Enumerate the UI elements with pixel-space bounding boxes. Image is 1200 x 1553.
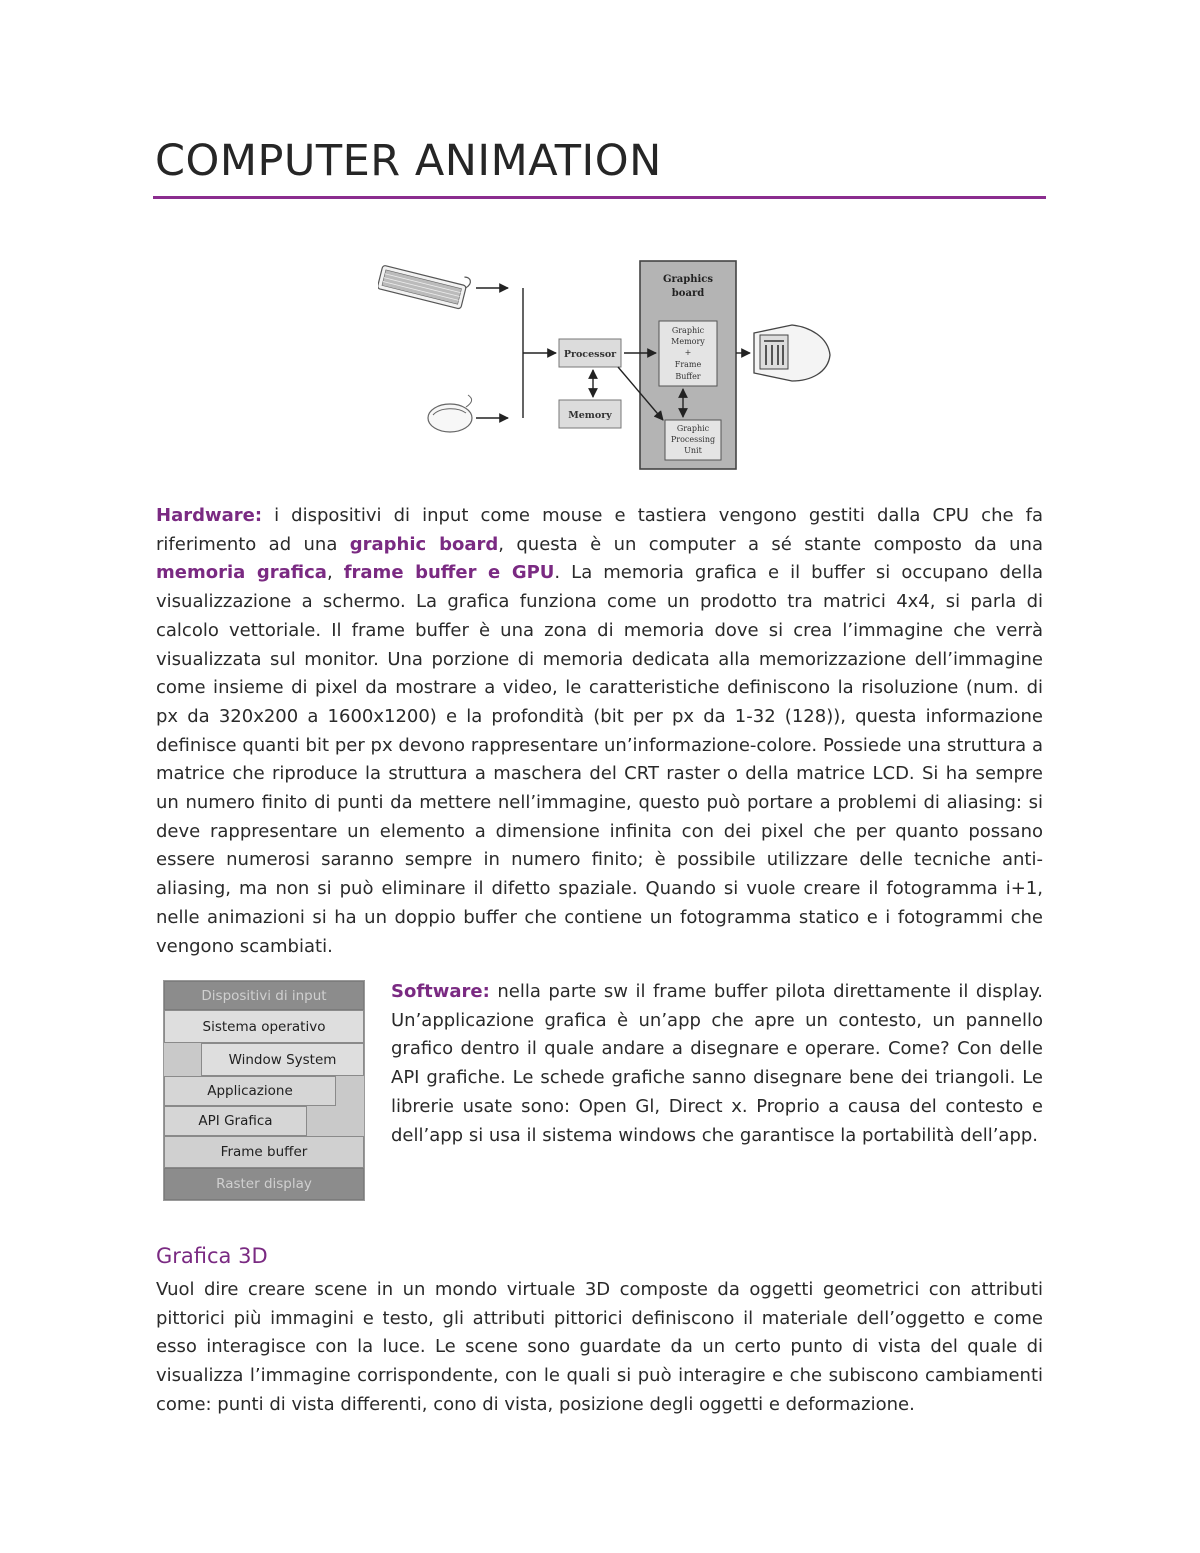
graphic-memory-label-4: Frame bbox=[674, 360, 702, 369]
stack-layer-application: Applicazione bbox=[164, 1076, 336, 1106]
page-title: COMPUTER ANIMATION bbox=[155, 136, 662, 186]
stack-layer-os: Sistema operativo bbox=[164, 1010, 364, 1043]
graphic-memory-label-1: Graphic bbox=[671, 326, 705, 335]
graphic-board-term: graphic board bbox=[349, 533, 499, 555]
software-text: nella parte sw il frame buffer pilota direttamente il display. Un’applicazione grafica è un’app che apre un contesto, un pannello grafico dentro il quale andare a disegnare e operare. Come? Con delle API grafiche. Le schede grafiche sanno disegnare bene dei triangoli. Le librerie usate sono: Open Gl, Direct x. Proprio a causa del contesto e dell’app si usa il sistema windows che garantisce la portabilità dell’app. bbox=[391, 981, 1043, 1146]
grafica-3d-paragraph: Vuol dire creare scene in un mondo virtuale 3D composte da oggetti geometrici con attributi pittorici più immagini e testo, gli attributi pittorici definiscono il materiale dell’oggetto e come esso interagisce con la luce. Le scene sono guardate da un certo punto di vista del quale di visualizza l’immagine corrispondente, con le quali si può interagire e che subiscono cambiamenti come: punti di vista differenti, cono di vista, posizione degli oggetti e deformazione. bbox=[156, 1279, 1043, 1415]
processor-label: Processor bbox=[563, 349, 617, 360]
graphic-memory-label-2: Memory bbox=[671, 337, 705, 346]
stack-layer-api: API Grafica bbox=[164, 1106, 307, 1136]
stack-layer-window-system: Window System bbox=[201, 1043, 364, 1076]
graphic-memory-label-5: Buffer bbox=[675, 372, 701, 381]
software-stack-diagram bbox=[163, 980, 365, 1201]
graphics-hardware-diagram bbox=[378, 255, 833, 470]
memory-label: Memory bbox=[568, 410, 612, 421]
hardware-text-4: . La memoria grafica e il buffer si occupano della visualizzazione a schermo. La grafica funziona come un prodotto tra matrici 4x4, si parla di calcolo vettoriale. Il frame buffer è una zona di memoria dove si crea l’immagine che verrà visualizzata sul monitor. Una porzione di memoria dedicata alla memorizzazione dell’immagine come insieme di pixel da mostrare a video, le caratteristiche definiscono la risoluzione (num. di px da 320x200 a 1600x1200) e la profondità (bit per px da 1-32 (128)), questa informazione definisce quanti bit per px devono rappresentare un’informazione-colore. Possiede una struttura a matrice che riproduce la struttura a maschera del CRT raster o della matrice LCD. Si ha sempre un numero finito di punti da mettere nell’immagine, questo può portare a problemi di aliasing: si deve rappresentare un elemento a dimensione infinita con dei pixel che per quanto possano essere numerosi saranno sempre in numero finito; è possibile utilizzare delle tecniche anti-aliasing, ma non si può eliminare il difetto spaziale. Quando si vuole creare il fotogramma i+1, nelle animazioni si ha un doppio buffer che contiene un fotogramma statico e i fotogrammi che vengono scambiati. bbox=[156, 562, 1043, 957]
graphics-board-label-1: Graphics bbox=[662, 274, 714, 285]
grafica-3d-heading: Grafica 3D bbox=[156, 1244, 268, 1268]
software-paragraph bbox=[391, 978, 1043, 1150]
frame-buffer-gpu-term: frame buffer e GPU bbox=[343, 562, 555, 584]
graphic-memory-label-3: + bbox=[684, 348, 692, 357]
stack-layer-raster: Raster display bbox=[164, 1168, 364, 1200]
hardware-text-1: i dispositivi di input come mouse e tastiera vengono gestiti dalla CPU che fa riferimento ad una bbox=[156, 505, 1043, 555]
gpu-label-3: Unit bbox=[684, 446, 702, 455]
monitor-icon bbox=[754, 325, 830, 381]
keyboard-icon bbox=[378, 257, 471, 310]
gpu-label-1: Graphic bbox=[676, 424, 710, 433]
gpu-label-2: Processing bbox=[670, 435, 716, 444]
stack-layer-frame-buffer: Frame buffer bbox=[164, 1136, 364, 1168]
graphic-memory-term: memoria grafica bbox=[156, 562, 327, 584]
software-label: Software: bbox=[391, 981, 490, 1002]
stack-layer-input: Dispositivi di input bbox=[164, 981, 364, 1010]
hardware-label: Hardware: bbox=[156, 505, 263, 526]
graphics-board-label-2: board bbox=[671, 288, 705, 299]
hardware-text-2: , questa è un computer a sé stante composto da una bbox=[498, 533, 1043, 555]
hardware-text-3: , bbox=[326, 562, 344, 584]
mouse-icon bbox=[428, 395, 472, 432]
title-underline bbox=[153, 196, 1046, 199]
hardware-paragraph bbox=[156, 502, 1043, 961]
